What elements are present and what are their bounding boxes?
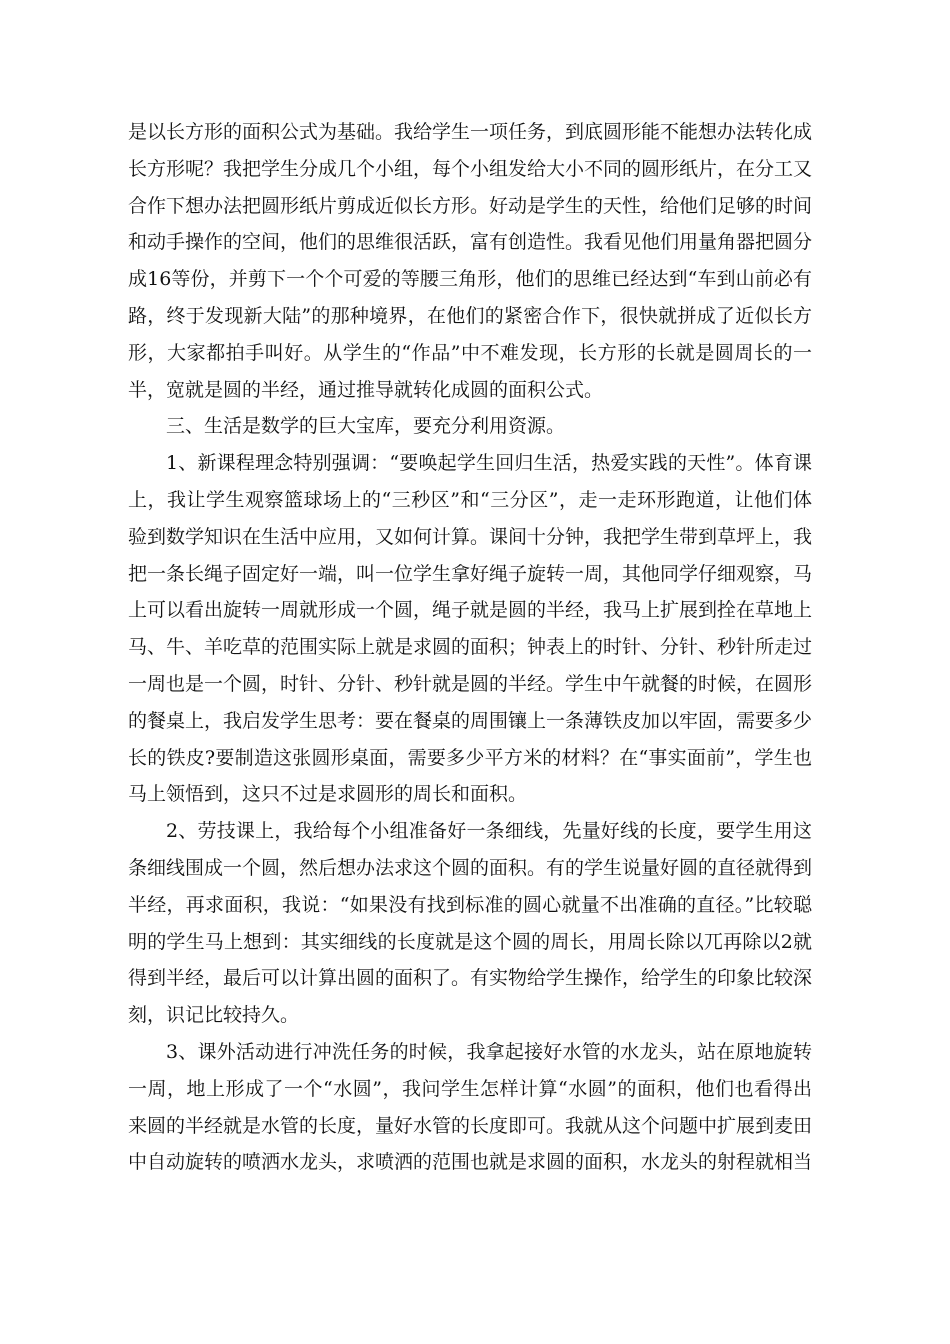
document-page xyxy=(128,114,812,1181)
section-heading-life-resources: 三、生活是数学的巨大宝库，要充分利用资源。 xyxy=(166,415,566,438)
paragraph-outdoor-activity: 3、课外活动进行冲洗任务的时候，我拿起接好水管的水龙头，站在原地旋转一周，地上形成了一个“水圆”，我问学生怎样计算“水圆”的面积，他们也看得出来圆的半经就是水管的长度，量好水管的长度即可。我就从这个问题中扩展到麦田中自动旋转的喷洒水龙头，求喷洒的范围也就是求圆的面积，水龙头的射程就相当 xyxy=(128,1040,813,1174)
paragraph-labor-class: 2、劳技课上，我给每个小组准备好一条细线，先量好线的长度，要学生用这条细线围成一个圆，然后想办法求这个圆的面积。有的学生说量好圆的直径就得到半经，再求面积，我说：“如果没有找到标准的圆心就量不出准确的直径。”比较聪明的学生马上想到：其实细线的长度就是这个圆的周长，用周长除以兀再除以2就得到半经，最后可以计算出圆的面积了。有实物给学生操作，给学生的印象比较深刻，识记比较持久。 xyxy=(128,820,813,1027)
paragraph-area-derivation: 是以长方形的面积公式为基础。我给学生一项任务，到底圆形能不能想办法转化成长方形呢？我把学生分成几个小组，每个小组发给大小不同的圆形纸片，在分工又合作下想办法把圆形纸片剪成近似长方形。好动是学生的天性，给他们足够的时间和动手操作的空间，他们的思维很活跃，富有创造性。我看见他们用量角器把圆分成16等份，并剪下一个个可爱的等腰三角形，他们的思维已经达到“车到山前必有路，终于发现新大陆”的那种境界，在他们的紧密合作下，很快就拼成了近似长方形，大家都拍手叫好。从学生的“作品”中不难发现，长方形的长就是圆周长的一半，宽就是圆的半经，通过推导就转化成圆的面积公式。 xyxy=(128,121,813,401)
paragraph-pe-class: 1、新课程理念特别强调：“要唤起学生回归生活，热爱实践的天性”。体育课上，我让学生观察篮球场上的“三秒区”和“三分区”，走一走环形跑道，让他们体验到数学知识在生活中应用，又如何计算。课间十分钟，我把学生带到草坪上，我把一条长绳子固定好一端，叫一位学生拿好绳子旋转一周，其他同学仔细观察，马上可以看出旋转一周就形成一个圆，绳子就是圆的半经，我马上扩展到拴在草地上马、牛、羊吃草的范围实际上就是求圆的面积；钟表上的时针、分针、秒针所走过一周也是一个圆，时针、分针、秒针就是圆的半经。学生中午就餐的时候，在圆形的餐桌上，我启发学生思考：要在餐桌的周围镶上一条薄铁皮加以牢固，需要多少长的铁皮?要制造这张圆形桌面，需要多少平方米的材料？在“事实面前”，学生也马上领悟到，这只不过是求圆形的周长和面积。 xyxy=(128,452,813,806)
